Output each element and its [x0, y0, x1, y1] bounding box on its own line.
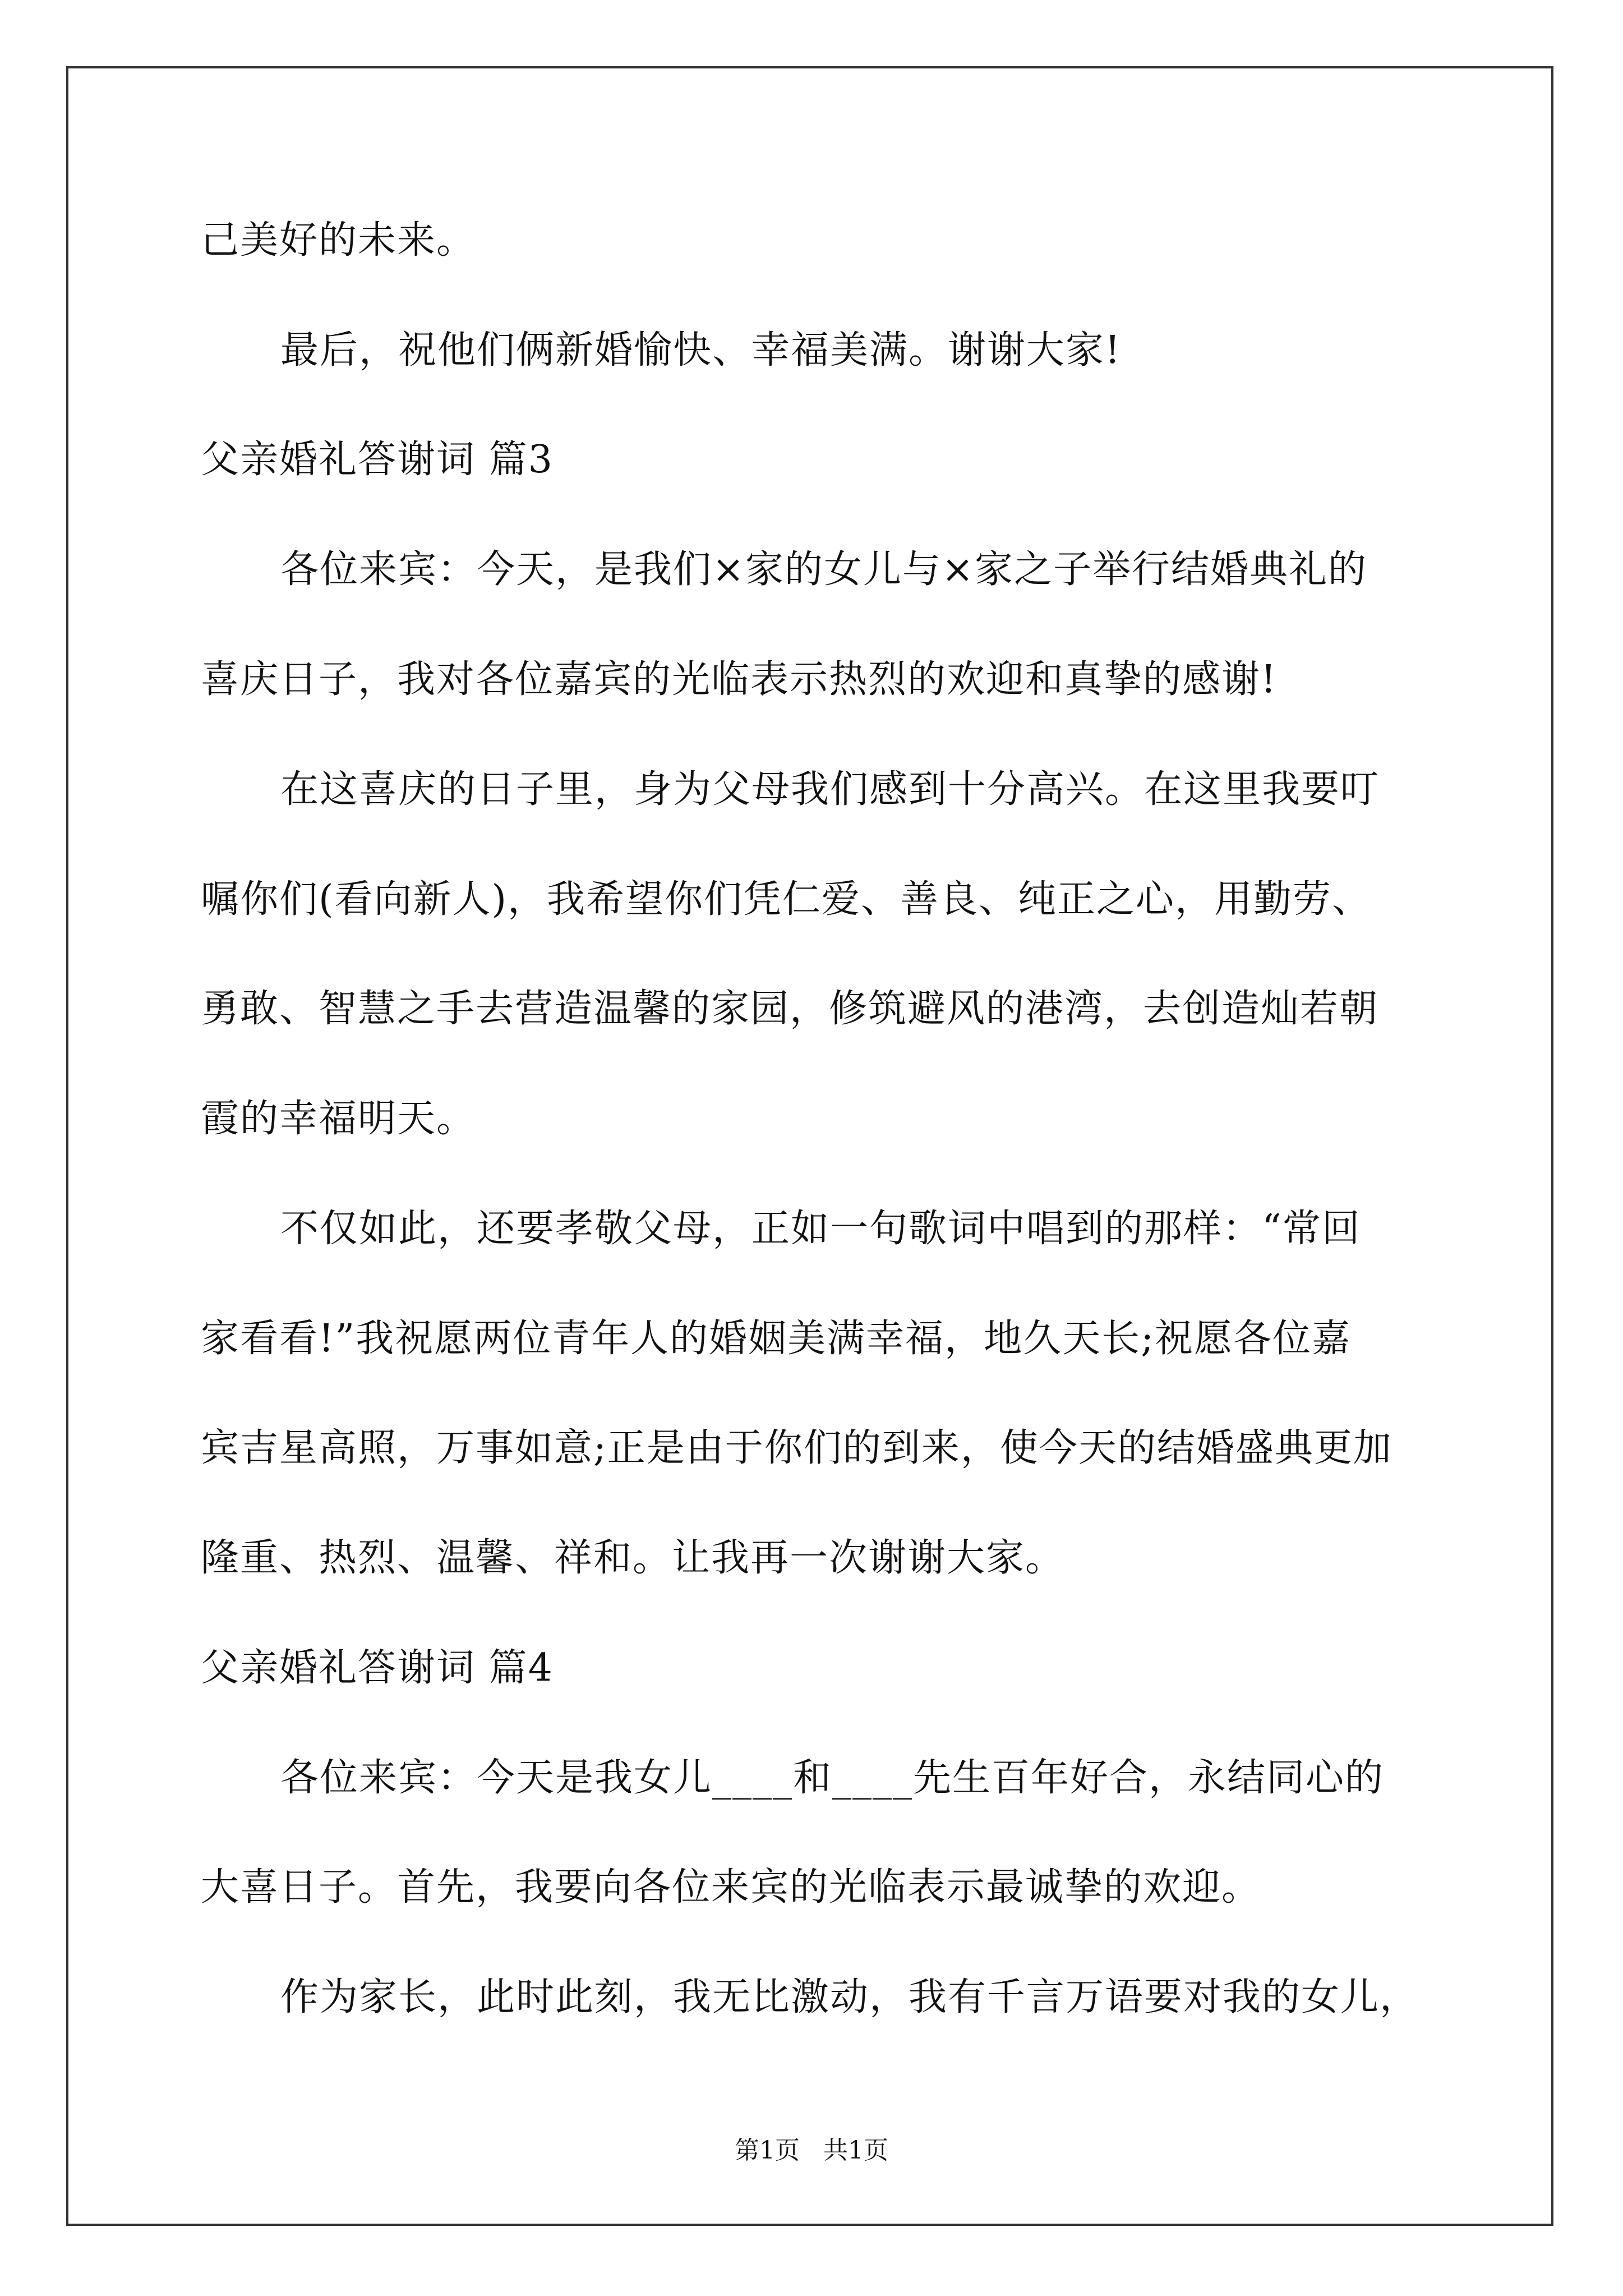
paragraph-first-line: 各位来宾：今天，是我们×家的女儿与×家之子举行结婚典礼的	[280, 547, 1367, 592]
text-line: 勇敢、智慧之手去营造温馨的家园，修筑避风的港湾，去创造灿若朝	[201, 987, 1379, 1031]
section-heading: 父亲婚礼答谢词 篇3	[201, 438, 554, 482]
paragraph-first-line: 各位来宾：今天是我女儿____和____先生百年好合，永结同心的	[280, 1756, 1385, 1800]
page-footer: 第1页 共1页	[735, 2136, 888, 2165]
text-line: 霞的幸福明天。	[201, 1097, 476, 1141]
paragraph-first-line: 不仅如此，还要孝敬父母，正如一句歌词中唱到的那样：“常回	[280, 1207, 1361, 1251]
text-line: 嘱你们(看向新人)，我希望你们凭仁爱、善良、纯正之心，用勤劳、	[201, 877, 1372, 922]
paragraph-first-line: 作为家长，此时此刻，我无比激动，我有千言万语要对我的女儿，	[280, 1975, 1419, 2019]
text-line: 大喜日子。首先，我要向各位来宾的光临表示最诚挚的欢迎。	[201, 1865, 1261, 1910]
text-line: 宾吉星高照，万事如意;正是由于你们的到来，使今天的结婚盛典更加	[201, 1426, 1393, 1470]
text-line: 喜庆日子，我对各位嘉宾的光临表示热烈的欢迎和真挚的感谢!	[201, 657, 1278, 702]
paragraph-first-line: 最后，祝他们俩新婚愉快、幸福美满。谢谢大家!	[280, 328, 1122, 372]
text-line: 家看看!”我祝愿两位青年人的婚姻美满幸福，地久天长;祝愿各位嘉	[201, 1317, 1352, 1361]
paragraph-first-line: 在这喜庆的日子里，身为父母我们感到十分高兴。在这里我要叮	[280, 767, 1380, 812]
text-line: 隆重、热烈、温馨、祥和。让我再一次谢谢大家。	[201, 1536, 1065, 1580]
section-heading: 父亲婚礼答谢词 篇4	[201, 1646, 554, 1690]
text-line: 己美好的未来。	[201, 218, 476, 263]
